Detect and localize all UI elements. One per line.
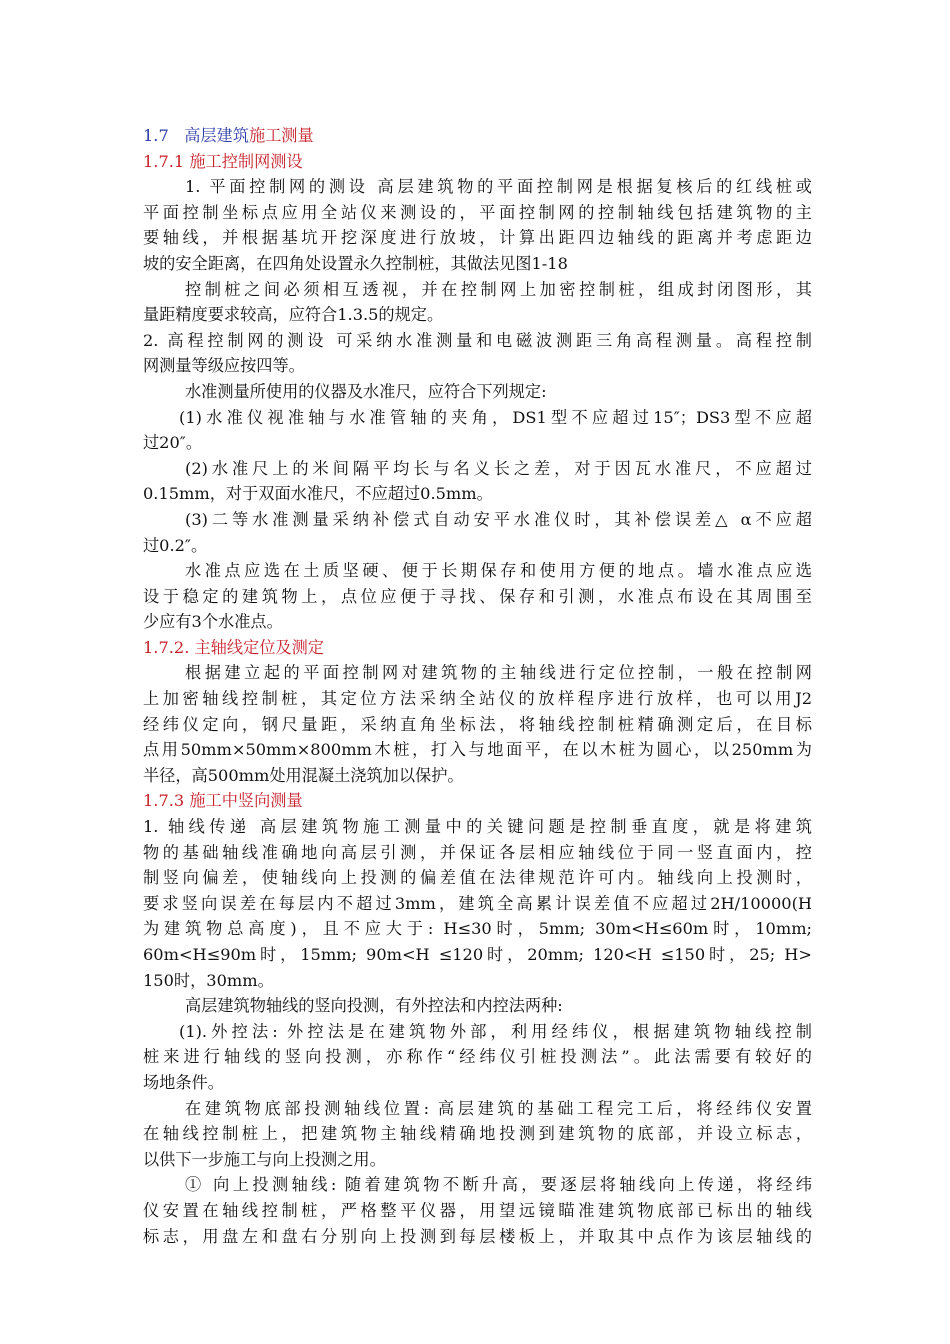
text-line: 经纬仪定向，钢尺量距，采纳直角坐标法，将轴线控制桩精确测定后，在目标 (143, 714, 812, 734)
text-line: 要轴线，并根据基坑开挖深度进行放坡，计算出距四边轴线的距离并考虑距边 (143, 228, 812, 248)
text-line: 标志，用盘左和盘右分别向上投测到每层楼板上，并取其中点作为该层轴线的 (143, 1226, 812, 1246)
subsection-heading: 1.7.3 施工中竖向测量 (143, 791, 303, 811)
text-line: 仪安置在轴线控制桩，严格整平仪器，用望远镜瞄准建筑物底部已标出的轴线 (143, 1200, 812, 1220)
text-line: 1. 轴线传递 高层建筑物施工测量中的关键问题是控制垂直度，就是将建筑 (143, 817, 812, 837)
section-title (143, 123, 812, 149)
text-line: 控制桩之间必须相互透视，并在控制网上加密控制桩，组成封闭图形，其 (185, 279, 812, 299)
text-line: 桩来进行轴线的竖向投测，亦称作“经纬仪引桩投测法”。此法需要有较好的 (143, 1047, 812, 1067)
text-line: (1).外控法: 外控法是在建筑物外部，利用经纬仪，根据建筑物轴线控制 (179, 1021, 812, 1041)
text-line: 制竖向偏差，使轴线向上投测的偏差值在法律规范许可内。轴线向上投测时， (143, 868, 812, 888)
text-line: 上加密轴线控制桩，其定位方法采纳全站仪的放样程序进行放样，也可以用J2 (143, 689, 812, 709)
text-line: 半径，高500mm处用混凝土浇筑加以保护。 (143, 765, 464, 785)
text-line: 1. 平面控制网的测设 高层建筑物的平面控制网是根据复核后的红线桩或 (185, 177, 812, 197)
text-line: 要求竖向误差在每层内不超过3mm，建筑全高累计误差值不应超过2H/10000(H (143, 893, 812, 913)
text-line: (1)水准仪视准轴与水准管轴的夹角，DS1型不应超过15″；DS3型不应超 (179, 407, 812, 427)
text-line: 点用50mm×50mm×800mm木桩，打入与地面平，在以木桩为圆心，以250mm为 (143, 740, 812, 760)
text-line: 过0.2″。 (143, 535, 208, 555)
text-line: 高层建筑物轴线的竖向投测，有外控法和内控法两种: (185, 996, 563, 1016)
text-line: 为建筑物总高度)，且不应大于: H≤30时，5mm; 30m<H≤60m时，10mm; (143, 919, 812, 939)
text-line: 2. 高程控制网的测设 可采纳水准测量和电磁波测距三角高程测量。高程控制 (143, 330, 812, 350)
subsection-heading: 1.7.1 施工控制网测设 (143, 151, 303, 171)
text-line: (2)水准尺上的米间隔平均长与名义长之差，对于因瓦水准尺，不应超过 (185, 458, 812, 478)
text-line: ① 向上投测轴线: 随着建筑物不断升高，要逐层将轴线向上传递，将经纬 (185, 1175, 812, 1195)
text-line: 以供下一步施工与向上投测之用。 (143, 1149, 386, 1169)
text-line: 物的基础轴线准确地向高层引测，并保证各层相应轴线位于同一竖直面内，控 (143, 842, 812, 862)
text-line: 60m<H≤90m时，15mm; 90m<H ≤120时，20mm; 120<H ≤150时，25; H> (143, 945, 812, 964)
text-line: 水准点应选在土质坚硬、便于长期保存和使用方便的地点。墙水准点应选 (185, 561, 812, 581)
text-line: 网测量等级应按四等。 (143, 356, 305, 376)
text-line: 量距精度要求较高，应符合1.3.5的规定。 (143, 305, 444, 325)
text-line: 场地条件。 (143, 1072, 224, 1092)
document-body (143, 149, 812, 1250)
text-line: 在轴线控制桩上，把建筑物主轴线精确地投测到建筑物的底部，并设立标志， (143, 1124, 812, 1144)
subsection-heading: 1.7.2. 主轴线定位及测定 (143, 637, 324, 657)
text-line: (3)二等水准测量采纳补偿式自动安平水准仪时，其补偿误差△ α不应超 (185, 509, 812, 529)
text-line: 在建筑物底部投测轴线位置: 高层建筑的基础工程完工后，将经纬仪安置 (185, 1098, 812, 1118)
text-line: 平面控制坐标点应用全站仪来测设的，平面控制网的控制轴线包括建筑物的主 (143, 202, 812, 222)
text-line: 过20″。 (143, 433, 203, 453)
text-line: 根据建立起的平面控制网对建筑物的主轴线进行定位控制，一般在控制网 (185, 663, 812, 683)
section-title-blue: 高层建筑 (184, 126, 249, 145)
text-line: 少应有3个水准点。 (143, 612, 283, 632)
text-line: 150时，30mm。 (143, 970, 274, 990)
section-number: 1.7 (143, 126, 169, 145)
text-line: 设于稳定的建筑物上，点位应便于寻找、保存和引测，水准点布设在其周围至 (143, 586, 812, 606)
section-title-red: 施工测量 (248, 126, 314, 145)
text-line: 坡的安全距离，在四角处设置永久控制桩，其做法见图1-18 (143, 253, 568, 273)
text-line: 0.15mm，对于双面水准尺，不应超过0.5mm。 (143, 484, 493, 504)
text-line: 水准测量所使用的仪器及水准尺，应符合下列规定: (185, 381, 547, 401)
